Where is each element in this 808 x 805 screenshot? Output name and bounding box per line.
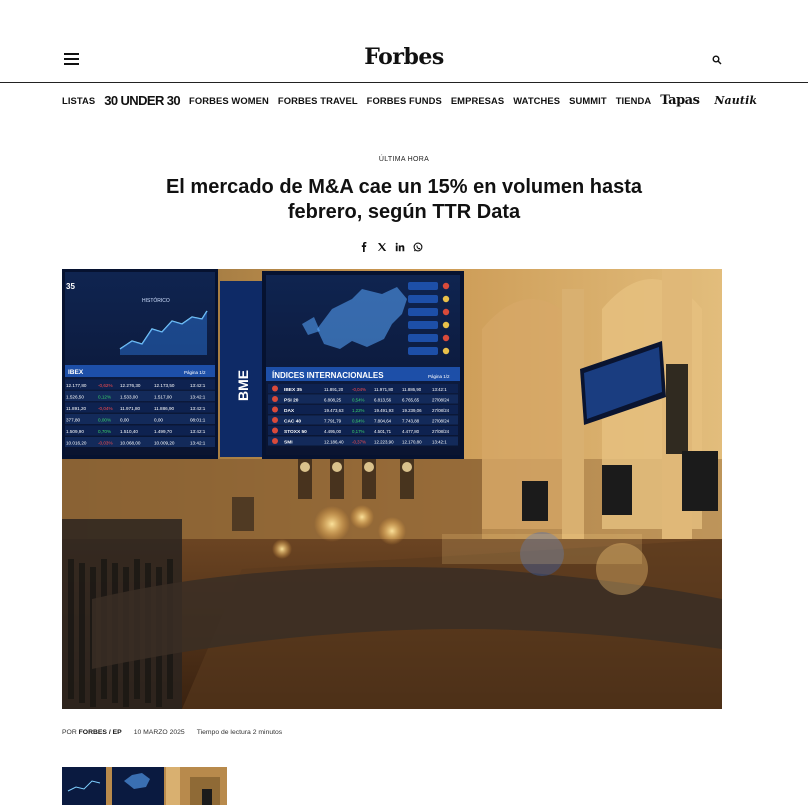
map-label-pill: [408, 295, 438, 303]
ticker-cell: 11.971,80: [374, 387, 394, 392]
map-label-pill: [408, 334, 438, 342]
ticker-cell: 12.173,50: [154, 383, 175, 388]
ticker-cell: -0,37%: [352, 439, 366, 445]
left-screen-tag: 35: [66, 282, 75, 291]
bme-banner-text: BME: [235, 369, 251, 401]
ticker-cell: 13:42:1: [432, 439, 447, 445]
headline-line-1: El mercado de M&A cae un 15% en volumen hasta: [165, 176, 643, 198]
ticker-cell: 08:01:1: [190, 417, 206, 423]
nav-item-listas[interactable]: LISTAS: [62, 94, 96, 106]
ticker-cell: 11.886,90: [402, 387, 422, 392]
ticker-cell: STOXX 50: [284, 430, 307, 435]
ticker-cell: 19.473,63: [324, 408, 344, 413]
nav-item-forbes-travel[interactable]: FORBES TRAVEL: [277, 94, 358, 106]
ticker-cell: -0,03%: [98, 440, 113, 446]
search-icon[interactable]: [712, 55, 722, 65]
right-screen-title: ÍNDICES INTERNACIONALES: [272, 371, 384, 380]
ticker-cell: 0,00: [120, 417, 129, 423]
article-byline: [62, 729, 282, 736]
related-thumbnail-image: [62, 767, 227, 805]
ticker-cell: CAC 40: [284, 419, 302, 425]
flag-icon: [272, 428, 278, 434]
article-date: 10 MARZO 2025: [133, 729, 185, 736]
ticker-cell: 27/08/24: [432, 429, 450, 434]
ticker-cell: 11.886,90: [154, 406, 175, 411]
ticker-cell: 0,70%: [98, 429, 112, 434]
ticker-cell: 11.971,80: [120, 406, 141, 411]
ticker-cell: 27/08/24: [432, 408, 450, 413]
ticker-cell: IBEX 35: [284, 388, 302, 393]
ticker-cell: 19.491,93: [374, 408, 394, 413]
ticker-cell: 0,12%: [98, 394, 112, 400]
facebook-icon[interactable]: [359, 242, 369, 252]
left-screen-chart-label: HISTÓRICO: [142, 298, 170, 304]
flag-icon: [272, 417, 278, 423]
ticker-cell: 1.510,40: [120, 429, 138, 434]
hero-image: [62, 269, 722, 709]
ticker-cell: 377,80: [66, 417, 81, 423]
ticker-cell: 10.068,00: [120, 440, 141, 446]
ticker-cell: 19.239,06: [402, 408, 422, 413]
byline-author-name[interactable]: FORBES / EP: [78, 729, 122, 736]
flag-icon: [443, 322, 449, 328]
nav-item-empresas[interactable]: EMPRESAS: [450, 94, 505, 106]
ticker-cell: 13:42:1: [432, 387, 447, 392]
left-screen-page: Página 1/2: [184, 370, 206, 375]
right-screen-page: Página 1/2: [428, 374, 450, 379]
ticker-cell: PSI 20: [284, 398, 299, 404]
ticker-cell: 13:42:1: [190, 429, 206, 434]
article-kicker[interactable]: ÚLTIMA HORA: [378, 156, 430, 163]
lamp-light: [332, 462, 342, 472]
ticker-cell: -0,04%: [98, 406, 113, 411]
whatsapp-icon[interactable]: [413, 242, 423, 252]
ticker-cell: 12.170,80: [402, 439, 422, 445]
byline-prefix: POR: [62, 729, 77, 736]
ticker-cell: 7.743,88: [402, 418, 420, 424]
ticker-cell: 13:42:1: [190, 394, 206, 400]
ticker-cell: 12.223,90: [374, 439, 394, 445]
ticker-cell: 7.791,79: [324, 418, 342, 424]
lamp-light: [364, 462, 374, 472]
ticker-cell: 0,00%: [98, 417, 112, 423]
map-label-pill: [408, 347, 438, 355]
flag-icon: [443, 296, 449, 302]
ticker-cell: -0,62%: [98, 383, 113, 388]
ticker-cell: 6.813,56: [374, 397, 392, 403]
nav-item-summit[interactable]: SUMMIT: [569, 94, 607, 106]
ticker-cell: DAX: [284, 409, 295, 414]
ticker-cell: 0,54%: [352, 397, 365, 403]
linkedin-icon[interactable]: [395, 242, 405, 252]
flag-icon: [272, 386, 278, 392]
share-bar: [359, 242, 423, 252]
nav-item-watches[interactable]: WATCHES: [513, 94, 561, 106]
ticker-cell: 12.276,30: [120, 383, 141, 388]
nav-item-tienda[interactable]: TIENDA: [615, 94, 652, 106]
ticker-cell: 12.186,40: [324, 439, 344, 445]
ticker-cell: SMI: [284, 440, 293, 446]
ticker-cell: 12.177,80: [66, 383, 87, 388]
ticker-cell: 7.804,64: [374, 418, 392, 424]
ticker-cell: 11.891,20: [66, 406, 87, 411]
flag-icon: [272, 438, 278, 444]
baluster-post: [68, 559, 74, 699]
stock-exchange-photo: [62, 269, 722, 709]
ticker-cell: 13:42:1: [190, 440, 206, 446]
ticker-cell: 0,64%: [352, 418, 365, 424]
reading-time: Tiempo de lectura 2 minutos: [196, 729, 283, 736]
ticker-cell: 10.009,20: [154, 440, 175, 446]
ticker-cell: 1.526,50: [66, 394, 84, 400]
left-screen-row-label: IBEX: [68, 369, 84, 376]
ticker-cell: 4.495,00: [324, 429, 342, 434]
ticker-cell: 1,22%: [352, 408, 365, 413]
ticker-cell: 1.533,00: [120, 394, 138, 400]
nav-item-forbes-funds[interactable]: FORBES FUNDS: [366, 94, 442, 106]
flag-icon: [443, 348, 449, 354]
lamp-light: [402, 462, 412, 472]
ticker-cell: 13:42:1: [190, 383, 206, 388]
x-icon[interactable]: [377, 242, 387, 252]
forbes-logo[interactable]: Forbes: [364, 44, 444, 70]
flag-icon: [272, 407, 278, 413]
ticker-cell: 4.477,80: [402, 429, 420, 434]
ticker-cell: 0,00: [154, 417, 163, 423]
ticker-cell: -0,04%: [352, 387, 366, 392]
nav-item-nautik[interactable]: Nautik: [714, 93, 758, 107]
ticker-cell: 0,17%: [352, 429, 365, 434]
article-headline: [110, 175, 698, 225]
baluster-post: [79, 563, 85, 703]
headline-line-2: febrero, según TTR Data: [287, 201, 521, 223]
section-nav: [62, 90, 757, 110]
map-label-pill: [408, 321, 438, 329]
map-label-pill: [408, 282, 438, 290]
ticker-cell: 10.016,20: [66, 440, 87, 446]
ticker-cell: 6.765,65: [402, 397, 420, 403]
ticker-cell: 6.808,25: [324, 397, 342, 403]
flag-icon: [443, 309, 449, 315]
ticker-cell: 1.499,70: [154, 429, 172, 434]
ticker-cell: 4.501,71: [374, 429, 392, 434]
ticker-cell: 1.517,00: [154, 394, 172, 400]
flag-icon: [443, 283, 449, 289]
ticker-cell: 1.509,90: [66, 429, 84, 434]
flag-icon: [443, 335, 449, 341]
ticker-cell: 27/08/24: [432, 397, 450, 403]
related-article-thumbnail[interactable]: [62, 767, 227, 805]
ticker-cell: 27/08/24: [432, 418, 450, 424]
flag-icon: [272, 396, 278, 402]
lamp-light: [300, 462, 310, 472]
ticker-cell: 11.891,20: [324, 387, 344, 392]
ticker-cell: 13:42:1: [190, 406, 206, 411]
nav-item-30-under-30[interactable]: 30 UNDER 30: [104, 92, 181, 108]
nav-item-forbes-women[interactable]: FORBES WOMEN: [189, 94, 269, 106]
site-header: [0, 0, 808, 83]
byline-author: [62, 729, 122, 736]
nav-item-tapas[interactable]: Tapas: [660, 92, 700, 108]
map-label-pill: [408, 308, 438, 316]
